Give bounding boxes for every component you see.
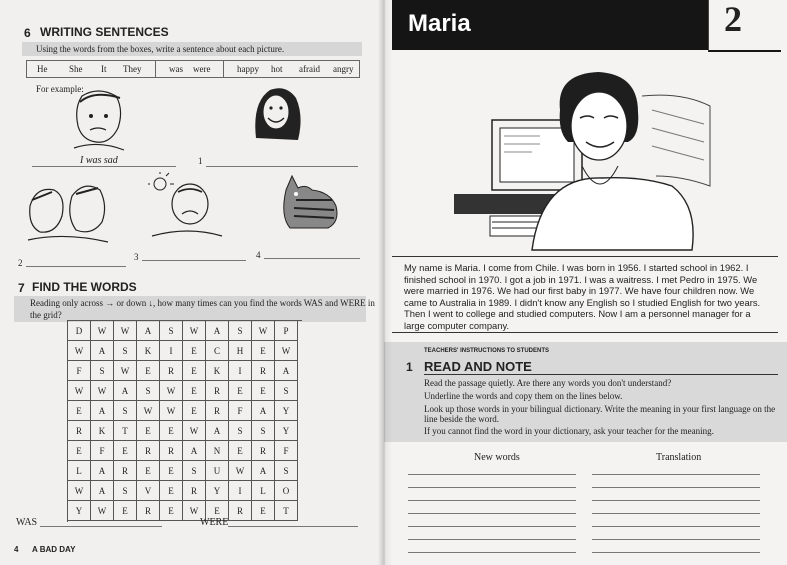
passage-line: large computer company.: [404, 319, 510, 331]
section-7-instruction-2: the grid?: [30, 310, 62, 320]
translation-header: Translation: [656, 452, 702, 463]
grid-cell: V: [137, 481, 160, 501]
grid-cell: L: [68, 461, 91, 481]
grid-cell: W: [114, 321, 137, 341]
grid-cell: A: [252, 401, 275, 421]
grid-cell: O: [275, 481, 298, 501]
grid-cell: A: [275, 361, 298, 381]
word-they: They: [123, 64, 142, 74]
grid-cell: Y: [206, 481, 229, 501]
item-2-number: 2: [18, 258, 23, 268]
grid-cell: R: [252, 361, 275, 381]
translation-line[interactable]: [592, 526, 760, 527]
grid-cell: W: [68, 481, 91, 501]
section-6-title: WRITING SENTENCES: [40, 25, 169, 39]
grid-cell: C: [206, 341, 229, 361]
new-word-line[interactable]: [408, 552, 576, 553]
grid-cell: E: [183, 381, 206, 401]
grid-cell: A: [206, 421, 229, 441]
grid-cell: Y: [275, 401, 298, 421]
section-1-title: READ AND NOTE: [424, 359, 532, 374]
grid-cell: T: [275, 501, 298, 521]
grid-cell: E: [229, 441, 252, 461]
grid-cell: E: [137, 361, 160, 381]
grid-cell: E: [160, 481, 183, 501]
grid-cell: F: [91, 441, 114, 461]
grid-cell: A: [91, 401, 114, 421]
grid-cell: S: [252, 421, 275, 441]
angry-men-picture: [24, 176, 110, 244]
grid-cell: F: [275, 441, 298, 461]
grid-cell: H: [229, 341, 252, 361]
grid-cell: D: [68, 321, 91, 341]
example-answer: I was sad: [80, 155, 118, 166]
divider: [155, 61, 156, 77]
chapter-number: 2: [724, 0, 742, 39]
word-hot: hot: [271, 64, 283, 74]
instruction-line: If you cannot find the word in your dictionary, ask your teacher for the meaning.: [424, 426, 714, 436]
word-search-grid: [67, 320, 302, 522]
teachers-label: TEACHERS' INSTRUCTIONS TO STUDENTS: [424, 348, 549, 354]
grid-cell: F: [68, 361, 91, 381]
grid-cell: R: [160, 441, 183, 461]
new-word-line[interactable]: [408, 513, 576, 514]
grid-cell: E: [183, 361, 206, 381]
grid-cell: W: [160, 381, 183, 401]
grid-cell: E: [160, 421, 183, 441]
grid-cell: S: [137, 381, 160, 401]
word-afraid: afraid: [299, 64, 320, 74]
grid-cell: E: [137, 421, 160, 441]
grid-cell: S: [183, 461, 206, 481]
grid-cell: I: [229, 481, 252, 501]
grid-cell: R: [114, 461, 137, 481]
were-label: WERE: [200, 517, 229, 528]
instruction-line: Read the passage quietly. Are there any words you don't understand?: [424, 378, 672, 388]
afraid-cat-picture: [276, 170, 346, 234]
grid-cell: W: [183, 421, 206, 441]
grid-cell: R: [229, 501, 252, 521]
grid-cell: W: [137, 401, 160, 421]
instruction-line: line beside the word.: [424, 414, 499, 424]
grid-cell: P: [275, 321, 298, 341]
word-happy: happy: [237, 64, 259, 74]
grid-cell: E: [252, 381, 275, 401]
passage-line: came to Australia in 1989. I didn't know any English so I studied English for two years.: [404, 296, 761, 308]
grid-cell: S: [91, 361, 114, 381]
grid-cell: E: [68, 401, 91, 421]
grid-cell: E: [114, 441, 137, 461]
grid-cell: S: [275, 381, 298, 401]
grid-cell: E: [206, 501, 229, 521]
word-was: was: [169, 64, 183, 74]
translation-line[interactable]: [592, 539, 760, 540]
book-gutter: [378, 0, 392, 565]
section-6-number: 6: [24, 26, 31, 40]
grid-cell: A: [114, 381, 137, 401]
passage-line: were married in 1976. We had our first baby in 1977. We have four children now. We: [404, 285, 755, 297]
grid-cell: S: [114, 481, 137, 501]
grid-cell: W: [229, 461, 252, 481]
maria-illustration: [442, 66, 722, 252]
translation-line[interactable]: [592, 500, 760, 501]
grid-cell: A: [91, 481, 114, 501]
happy-woman-picture: [246, 82, 306, 144]
grid-cell: R: [206, 401, 229, 421]
grid-cell: S: [229, 421, 252, 441]
grid-cell: S: [275, 461, 298, 481]
new-word-line[interactable]: [408, 526, 576, 527]
grid-cell: N: [206, 441, 229, 461]
grid-cell: R: [206, 381, 229, 401]
grid-cell: E: [183, 341, 206, 361]
passage-line: Then I went to college and studied computers. Now I am a personnel manager for a: [404, 308, 751, 320]
passage-line: finished school in 1970. I got a job in 1971. I was a waitress. I met Pedro in 1975. We: [404, 273, 758, 285]
answer-line-2: [26, 266, 126, 267]
chapter-number-box: [708, 0, 781, 52]
translation-line[interactable]: [592, 513, 760, 514]
left-page: [0, 0, 384, 565]
item-4-number: 4: [256, 250, 261, 260]
grid-cell: W: [252, 321, 275, 341]
grid-cell: W: [160, 401, 183, 421]
answer-line-example: [32, 166, 176, 167]
grid-cell: S: [114, 401, 137, 421]
grid-cell: W: [91, 321, 114, 341]
section-6-instruction: Using the words from the boxes, write a sentence about each picture.: [36, 44, 285, 54]
grid-cell: I: [229, 361, 252, 381]
word-it: It: [101, 64, 107, 74]
grid-cell: R: [137, 501, 160, 521]
grid-cell: S: [229, 321, 252, 341]
grid-cell: E: [160, 501, 183, 521]
grid-cell: E: [160, 461, 183, 481]
word-he: He: [37, 64, 48, 74]
chapter-footer: A BAD DAY: [32, 545, 76, 554]
page-number: 4: [14, 545, 19, 554]
grid-cell: A: [252, 461, 275, 481]
translation-line[interactable]: [592, 487, 760, 488]
section-1-rule: [424, 374, 778, 375]
chapter-title: Maria: [408, 10, 471, 37]
item-1-number: 1: [198, 156, 203, 166]
grid-cell: E: [68, 441, 91, 461]
grid-cell: R: [68, 421, 91, 441]
answer-line-1: [206, 166, 358, 167]
grid-cell: S: [114, 341, 137, 361]
grid-cell: A: [91, 341, 114, 361]
grid-cell: R: [137, 441, 160, 461]
hot-man-picture: [148, 172, 224, 238]
grid-cell: W: [114, 361, 137, 381]
word-box-row: [26, 60, 360, 78]
new-word-line[interactable]: [408, 500, 576, 501]
grid-cell: E: [183, 401, 206, 421]
passage-rule-bottom: [392, 332, 778, 333]
grid-cell: U: [206, 461, 229, 481]
grid-cell: E: [252, 341, 275, 361]
translation-line[interactable]: [592, 552, 760, 553]
grid-cell: K: [91, 421, 114, 441]
sad-man-picture: [64, 86, 134, 152]
grid-cell: A: [183, 441, 206, 461]
grid-cell: S: [160, 321, 183, 341]
were-answer-line[interactable]: [228, 526, 358, 527]
grid-cell: E: [114, 501, 137, 521]
grid-cell: W: [183, 501, 206, 521]
grid-cell: F: [229, 401, 252, 421]
grid-cell: E: [229, 381, 252, 401]
translation-line[interactable]: [592, 474, 760, 475]
new-word-line[interactable]: [408, 474, 576, 475]
was-label: WAS: [16, 517, 38, 528]
word-she: She: [69, 64, 83, 74]
grid-cell: W: [68, 381, 91, 401]
grid-cell: R: [160, 361, 183, 381]
section-7-number: 7: [18, 281, 25, 295]
word-angry: angry: [333, 64, 354, 74]
passage-line: My name is Maria. I come from Chile. I was born in 1956. I started school in 1962. I: [404, 262, 749, 273]
instruction-line: Look up those words in your bilingual dictionary. Write the meaning in your first language on the: [424, 404, 776, 414]
answer-line-4: [264, 258, 360, 259]
answer-line-3: [142, 260, 246, 261]
word-were: were: [193, 64, 211, 74]
new-words-header: New words: [474, 452, 520, 463]
grid-cell: E: [137, 461, 160, 481]
grid-cell: A: [137, 321, 160, 341]
instruction-line: Underline the words and copy them on the lines below.: [424, 391, 623, 401]
divider: [223, 61, 224, 77]
example-label: For example:: [36, 84, 84, 94]
grid-cell: T: [114, 421, 137, 441]
item-3-number: 3: [134, 252, 139, 262]
grid-cell: I: [160, 341, 183, 361]
grid-cell: K: [206, 361, 229, 381]
grid-cell: R: [252, 441, 275, 461]
grid-cell: W: [68, 341, 91, 361]
grid-cell: W: [91, 381, 114, 401]
grid-cell: K: [137, 341, 160, 361]
passage-text: [404, 262, 774, 332]
was-answer-line[interactable]: [40, 526, 162, 527]
grid-cell: A: [206, 321, 229, 341]
grid-cell: Y: [275, 421, 298, 441]
new-word-line[interactable]: [408, 487, 576, 488]
grid-cell: E: [252, 501, 275, 521]
section-7-title: FIND THE WORDS: [32, 280, 137, 294]
grid-cell: W: [183, 321, 206, 341]
new-word-line[interactable]: [408, 539, 576, 540]
grid-cell: W: [91, 501, 114, 521]
section-7-instruction-1: Reading only across → or down ↓, how many times can you find the words WAS and WERE in: [30, 298, 375, 308]
section-1-number: 1: [406, 360, 413, 374]
grid-cell: Y: [68, 501, 91, 521]
grid-cell: W: [275, 341, 298, 361]
right-page: [384, 0, 787, 565]
grid-cell: R: [183, 481, 206, 501]
grid-cell: A: [91, 461, 114, 481]
grid-cell: L: [252, 481, 275, 501]
passage-rule-top: [392, 256, 778, 257]
